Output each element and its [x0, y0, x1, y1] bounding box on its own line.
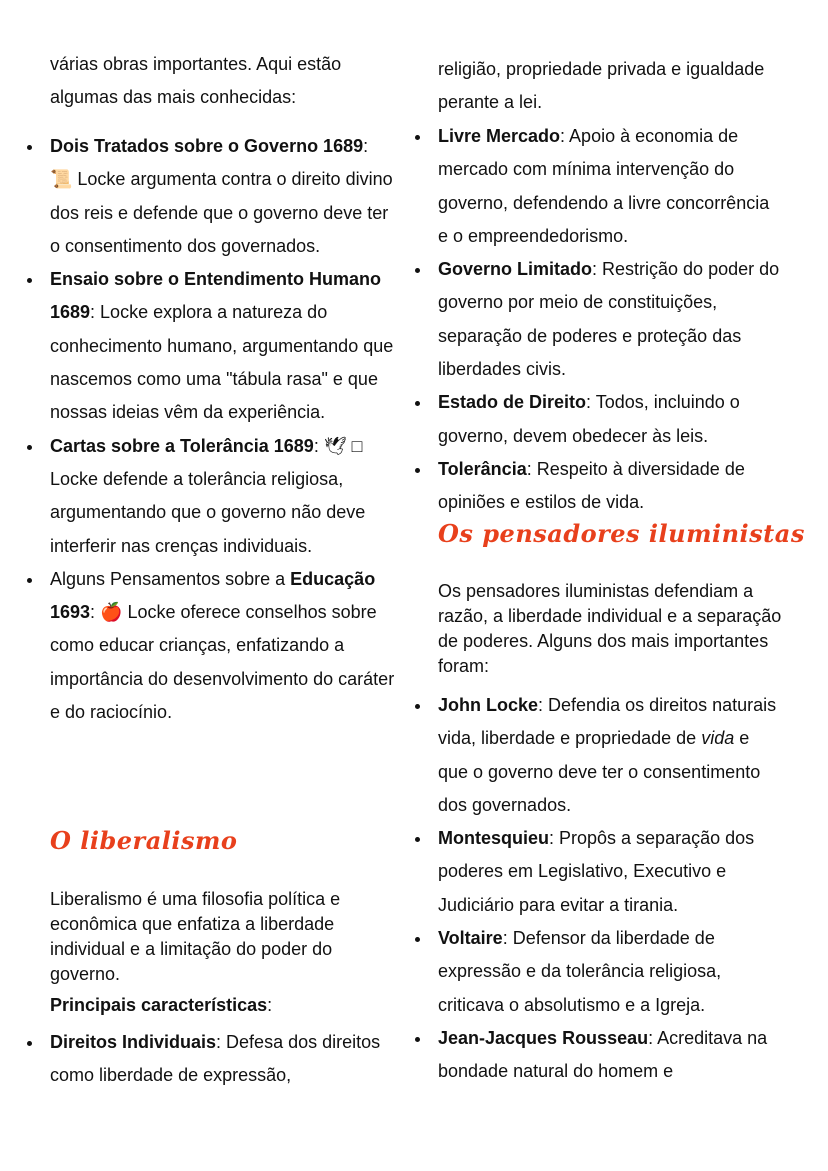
item-title: Tolerância: [438, 458, 527, 479]
item-text: : 🕊 □ Locke defende a tolerância religiosa, argumentando que o governo não deve interferir nas crenças individuais.: [50, 435, 366, 556]
item-title: John Locke: [438, 695, 539, 715]
item-text: : Propôs a separação dos poderes em Legislativo, Executivo e Judiciário para evitar a tirania.: [438, 828, 755, 915]
item-text: : Apoio à economia de mercado com mínima intervenção do governo, defendendo a livre concorrência e o empreendedorismo.: [438, 126, 770, 246]
works-list: [50, 130, 395, 729]
item-title: Jean-Jacques Rousseau: [438, 1027, 649, 1048]
item-title: Livre Mercado: [438, 126, 561, 146]
list-item: [438, 689, 783, 822]
item-title: Governo Limitado: [438, 259, 593, 280]
item-title: Voltaire: [438, 928, 503, 949]
item-title: Estado de Direito: [438, 392, 587, 413]
list-item: [50, 1026, 395, 1093]
item-title: Direitos Individuais: [50, 1032, 217, 1052]
features-list-left: [50, 1026, 395, 1093]
item-text: : Restrição do poder do governo por meio de constituições, separação de poderes e proteção das liberdades civis.: [438, 259, 780, 380]
list-item: [438, 386, 783, 453]
item-title: Cartas sobre a Tolerância 1689: [50, 435, 314, 456]
list-item: [50, 563, 395, 729]
list-item: [50, 430, 395, 563]
list-item: [438, 822, 783, 922]
list-item: [438, 1022, 783, 1089]
item-text: : Respeito à diversidade de opiniões e estilos de vida.: [438, 458, 745, 513]
item-title: Montesquieu: [438, 828, 549, 849]
item-title: Dois Tratados sobre o Governo 1689: [50, 136, 364, 156]
list-item: [438, 922, 783, 1022]
thinkers-list: [438, 689, 783, 1089]
item-text: : 🍎 Locke oferece conselhos sobre como educar crianças, enfatizando a importância do desenvolvimento do caráter e do raciocínio.: [50, 602, 395, 723]
subheading: [50, 993, 395, 1018]
pensadores-paragraph: Os pensadores iluministas defendiam a razão, a liberdade individual e a separação de poderes. Alguns dos mais importantes foram:: [438, 581, 782, 676]
features-list-right: [438, 120, 783, 520]
item-text: : Acreditava na bondade natural do homem e: [438, 1027, 768, 1082]
section-heading-liberalismo: O liberalismo: [50, 826, 238, 855]
list-item: [438, 253, 783, 386]
item-text: : Todos, incluindo o governo, devem obedecer às leis.: [438, 392, 740, 446]
subheading-suffix: :: [267, 995, 273, 1015]
intro-text: várias obras importantes. Aqui estão algumas das mais conhecidas:: [50, 54, 342, 108]
subheading-text: Principais características: [50, 995, 268, 1015]
item-italic: vida: [701, 728, 735, 749]
list-item: [438, 120, 783, 253]
liberalismo-paragraph: Liberalismo é uma filosofia política e econômica que enfatiza a liberdade individual e a limitação do poder do governo.: [50, 889, 341, 984]
item-text: : Defendia os direitos naturais vida, liberdade e propriedade de: [438, 695, 777, 749]
item-text: : Defensor da liberdade de expressão e da tolerância religiosa, criticava o absolutismo e a Igreja.: [438, 928, 722, 1015]
section-heading-pensadores: Os pensadores iluministas: [438, 519, 805, 548]
item-text-post: e que o governo deve ter o consentimento dos governados.: [438, 728, 761, 815]
item-title: Educação 1693: [50, 568, 376, 623]
list-item: [438, 453, 783, 520]
item-text: : Defesa dos direitos como liberdade de expressão,: [50, 1032, 381, 1086]
item-text: : 📜 Locke argumenta contra o direito divino dos reis e defende que o governo deve ter o consentimento dos governados.: [50, 136, 393, 256]
item-prefix: Alguns Pensamentos sobre a: [50, 568, 291, 589]
list-item: [50, 263, 395, 429]
item-title: Ensaio sobre o Entendimento Humano 1689: [50, 269, 382, 323]
continuation-text: religião, propriedade privada e igualdade perante a lei.: [438, 59, 765, 113]
item-text: : Locke explora a natureza do conhecimento humano, argumentando que nascemos como uma "tábula rasa" e que nossas ideias vêm da experiência.: [50, 302, 394, 423]
list-item: [50, 130, 395, 263]
